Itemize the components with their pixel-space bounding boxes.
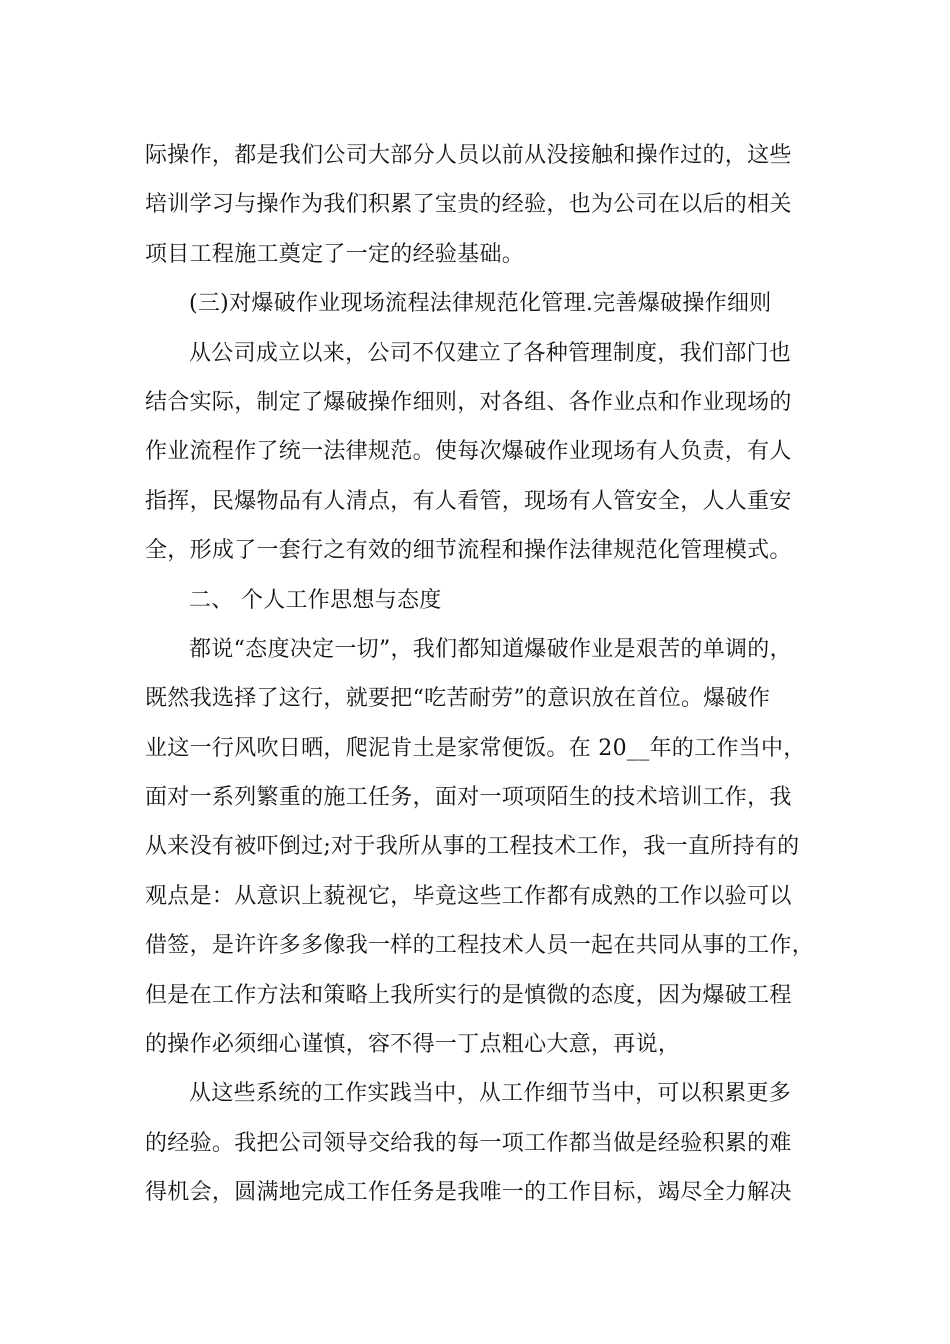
- text-line: 从公司成立以来，公司不仅建立了各种管理制度，我们部门也: [189, 340, 792, 366]
- text-line: 全，形成了一套行之有效的细节流程和操作法律规范化管理模式。: [145, 538, 792, 564]
- text-line: 业这一行风吹日晒，爬泥肯土是家常便饭。在 20__年的工作当中，: [145, 735, 806, 761]
- text-line: 从来没有被吓倒过;对于我所从事的工程技术工作，我一直所持有的: [145, 834, 800, 860]
- text-line: 际操作，都是我们公司大部分人员以前从没接触和操作过的，这些: [145, 143, 792, 168]
- text-line: 但是在工作方法和策略上我所实行的是慎微的态度，因为爆破工程: [145, 982, 792, 1008]
- text-line: 作业流程作了统一法律规范。使每次爆破作业现场有人负责，有人: [145, 439, 792, 465]
- text-line: 得机会，圆满地完成工作任务是我唯一的工作目标，竭尽全力解决: [145, 1180, 792, 1206]
- text-line: 借签，是许许多多像我一样的工程技术人员一起在共同从事的工作，: [145, 933, 815, 959]
- text-line: 观点是：从意识上藐视它，毕竟这些工作都有成熟的工作以验可以: [145, 883, 792, 909]
- document-body: [145, 131, 817, 1218]
- text-line: 项目工程施工奠定了一定的经验基础。: [145, 241, 525, 267]
- text-line: 结合实际，制定了爆破操作细则，对各组、各作业点和作业现场的: [145, 389, 792, 415]
- text-line: 面对一系列繁重的施工任务，面对一项项陌生的技术培训工作，我: [145, 785, 792, 811]
- text-line: 培训学习与操作为我们积累了宝贵的经验，也为公司在以后的相关: [145, 192, 792, 218]
- text-line: 的经验。我把公司领导交给我的每一项工作都当做是经验积累的难: [145, 1130, 792, 1156]
- text-line: 都说“态度决定一切”，我们都知道爆破作业是艰苦的单调的，: [189, 636, 792, 662]
- text-line: 二、 个人工作思想与态度: [189, 587, 442, 613]
- text-line: 从这些系统的工作实践当中，从工作细节当中，可以积累更多: [189, 1081, 792, 1107]
- text-line: (三)对爆破作业现场流程法律规范化管理.完善爆破操作细则: [189, 291, 772, 317]
- text-line: 的操作必须细心谨慎，容不得一丁点粗心大意，再说，: [145, 1032, 681, 1058]
- text-line: 既然我选择了这行，就要把“吃苦耐劳”的意识放在首位。爆破作: [145, 686, 771, 712]
- text-line: 指挥，民爆物品有人清点，有人看管，现场有人管安全，人人重安: [145, 488, 792, 514]
